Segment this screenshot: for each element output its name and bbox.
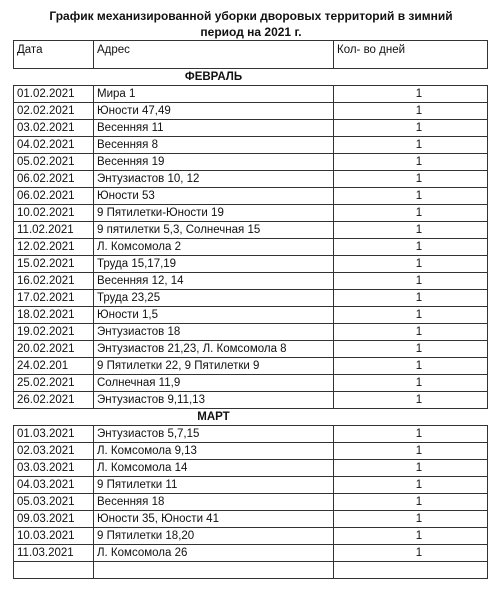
cell-date: 25.02.2021 (14, 375, 94, 392)
cell-date: 01.03.2021 (14, 426, 94, 443)
table-row (14, 188, 488, 205)
cell-days: 1 (334, 324, 488, 341)
cell-days: 1 (334, 273, 488, 290)
month-row (14, 69, 488, 86)
table-row (14, 290, 488, 307)
table-row (14, 392, 488, 409)
cell-days: 1 (334, 307, 488, 324)
header-days: Кол- во дней (334, 41, 488, 69)
cell-date: 24.02.201 (14, 358, 94, 375)
table-row (14, 443, 488, 460)
header-address: Адрес (94, 41, 334, 69)
table-row (14, 256, 488, 273)
cell-days: 1 (334, 103, 488, 120)
cell-address: Юности 47,49 (94, 103, 334, 120)
cell-date: 02.02.2021 (14, 103, 94, 120)
cell-date: 12.02.2021 (14, 239, 94, 256)
cell-days: 1 (334, 222, 488, 239)
cell-days: 1 (334, 494, 488, 511)
cell-date: 17.02.2021 (14, 290, 94, 307)
cell-days: 1 (334, 137, 488, 154)
header-row (14, 41, 488, 69)
title-line-1: График механизированной уборки дворовых территорий в зимний (49, 9, 453, 23)
cell-date: 02.03.2021 (14, 443, 94, 460)
cell-address: Весенняя 18 (94, 494, 334, 511)
table-row (14, 358, 488, 375)
cell-address: Энтузиастов 10, 12 (94, 171, 334, 188)
table-row (14, 103, 488, 120)
cell-address: Энтузиастов 5,7,15 (94, 426, 334, 443)
cell-days: 1 (334, 171, 488, 188)
cell-address: 9 Пятилетки 18,20 (94, 528, 334, 545)
cell-days: 1 (334, 205, 488, 222)
cell-date: 06.02.2021 (14, 188, 94, 205)
cell-days: 1 (334, 358, 488, 375)
cell-address: Мира 1 (94, 86, 334, 103)
cell-date: 05.03.2021 (14, 494, 94, 511)
cell-days: 1 (334, 511, 488, 528)
cell-address: Весенняя 8 (94, 137, 334, 154)
cell-date: 06.02.2021 (14, 171, 94, 188)
empty-cell (14, 562, 94, 579)
schedule-table-body (14, 41, 488, 579)
cell-address: 9 пятилетки 5,3, Солнечная 15 (94, 222, 334, 239)
cell-days: 1 (334, 460, 488, 477)
cell-days: 1 (334, 188, 488, 205)
cell-days: 1 (334, 375, 488, 392)
cell-days: 1 (334, 290, 488, 307)
cell-address: Энтузиастов 21,23, Л. Комсомола 8 (94, 341, 334, 358)
cell-days: 1 (334, 120, 488, 137)
table-row (14, 273, 488, 290)
cell-date: 15.02.2021 (14, 256, 94, 273)
cell-days: 1 (334, 477, 488, 494)
table-row (14, 528, 488, 545)
header-date: Дата (14, 41, 94, 69)
cell-date: 04.03.2021 (14, 477, 94, 494)
cell-days: 1 (334, 545, 488, 562)
table-row (14, 477, 488, 494)
cell-address: Юности 53 (94, 188, 334, 205)
cell-address: Юности 1,5 (94, 307, 334, 324)
cell-date: 09.03.2021 (14, 511, 94, 528)
empty-cell (334, 562, 488, 579)
cell-date: 11.03.2021 (14, 545, 94, 562)
table-row (14, 460, 488, 477)
cell-days: 1 (334, 341, 488, 358)
cell-date: 20.02.2021 (14, 341, 94, 358)
cell-address: 9 Пятилетки 11 (94, 477, 334, 494)
empty-row (14, 562, 488, 579)
cell-address: Труда 15,17,19 (94, 256, 334, 273)
month-spacer (334, 69, 488, 86)
table-row (14, 239, 488, 256)
table-row (14, 341, 488, 358)
cell-date: 16.02.2021 (14, 273, 94, 290)
title-line-2: период на 2021 г. (200, 25, 302, 39)
cell-address: Весенняя 12, 14 (94, 273, 334, 290)
cell-address: Весенняя 19 (94, 154, 334, 171)
document-title (0, 8, 502, 40)
cell-address: Энтузиастов 18 (94, 324, 334, 341)
month-spacer (334, 409, 488, 426)
cell-date: 11.02.2021 (14, 222, 94, 239)
month-row (14, 409, 488, 426)
cell-date: 04.02.2021 (14, 137, 94, 154)
cell-date: 03.02.2021 (14, 120, 94, 137)
month-spacer (14, 69, 94, 86)
cell-days: 1 (334, 426, 488, 443)
table-row (14, 307, 488, 324)
cell-date: 05.02.2021 (14, 154, 94, 171)
table-row (14, 86, 488, 103)
table-row (14, 324, 488, 341)
cell-address: 9 Пятилетки-Юности 19 (94, 205, 334, 222)
cell-address: Л. Комсомола 9,13 (94, 443, 334, 460)
month-label: МАРТ (94, 409, 334, 426)
cell-date: 26.02.2021 (14, 392, 94, 409)
cell-date: 03.03.2021 (14, 460, 94, 477)
table-row (14, 154, 488, 171)
cell-address: Л. Комсомола 14 (94, 460, 334, 477)
table-row (14, 426, 488, 443)
cell-date: 10.02.2021 (14, 205, 94, 222)
cell-days: 1 (334, 392, 488, 409)
table-row (14, 205, 488, 222)
cell-address: Весенняя 11 (94, 120, 334, 137)
cell-days: 1 (334, 86, 488, 103)
table-row (14, 511, 488, 528)
cell-address: 9 Пятилетки 22, 9 Пятилетки 9 (94, 358, 334, 375)
table-row (14, 545, 488, 562)
cell-date: 18.02.2021 (14, 307, 94, 324)
cell-date: 10.03.2021 (14, 528, 94, 545)
cell-address: Труда 23,25 (94, 290, 334, 307)
cell-address: Солнечная 11,9 (94, 375, 334, 392)
table-row (14, 222, 488, 239)
cell-days: 1 (334, 528, 488, 545)
table-row (14, 120, 488, 137)
month-spacer (14, 409, 94, 426)
empty-cell (94, 562, 334, 579)
cell-address: Л. Комсомола 2 (94, 239, 334, 256)
cell-date: 19.02.2021 (14, 324, 94, 341)
table-row (14, 375, 488, 392)
cell-days: 1 (334, 256, 488, 273)
cell-address: Юности 35, Юности 41 (94, 511, 334, 528)
table-row (14, 137, 488, 154)
schedule-table (13, 40, 488, 579)
cell-days: 1 (334, 154, 488, 171)
month-label: ФЕВРАЛЬ (94, 69, 334, 86)
cell-days: 1 (334, 239, 488, 256)
cell-address: Л. Комсомола 26 (94, 545, 334, 562)
table-row (14, 171, 488, 188)
table-row (14, 494, 488, 511)
cell-days: 1 (334, 443, 488, 460)
cell-date: 01.02.2021 (14, 86, 94, 103)
cell-address: Энтузиастов 9,11,13 (94, 392, 334, 409)
